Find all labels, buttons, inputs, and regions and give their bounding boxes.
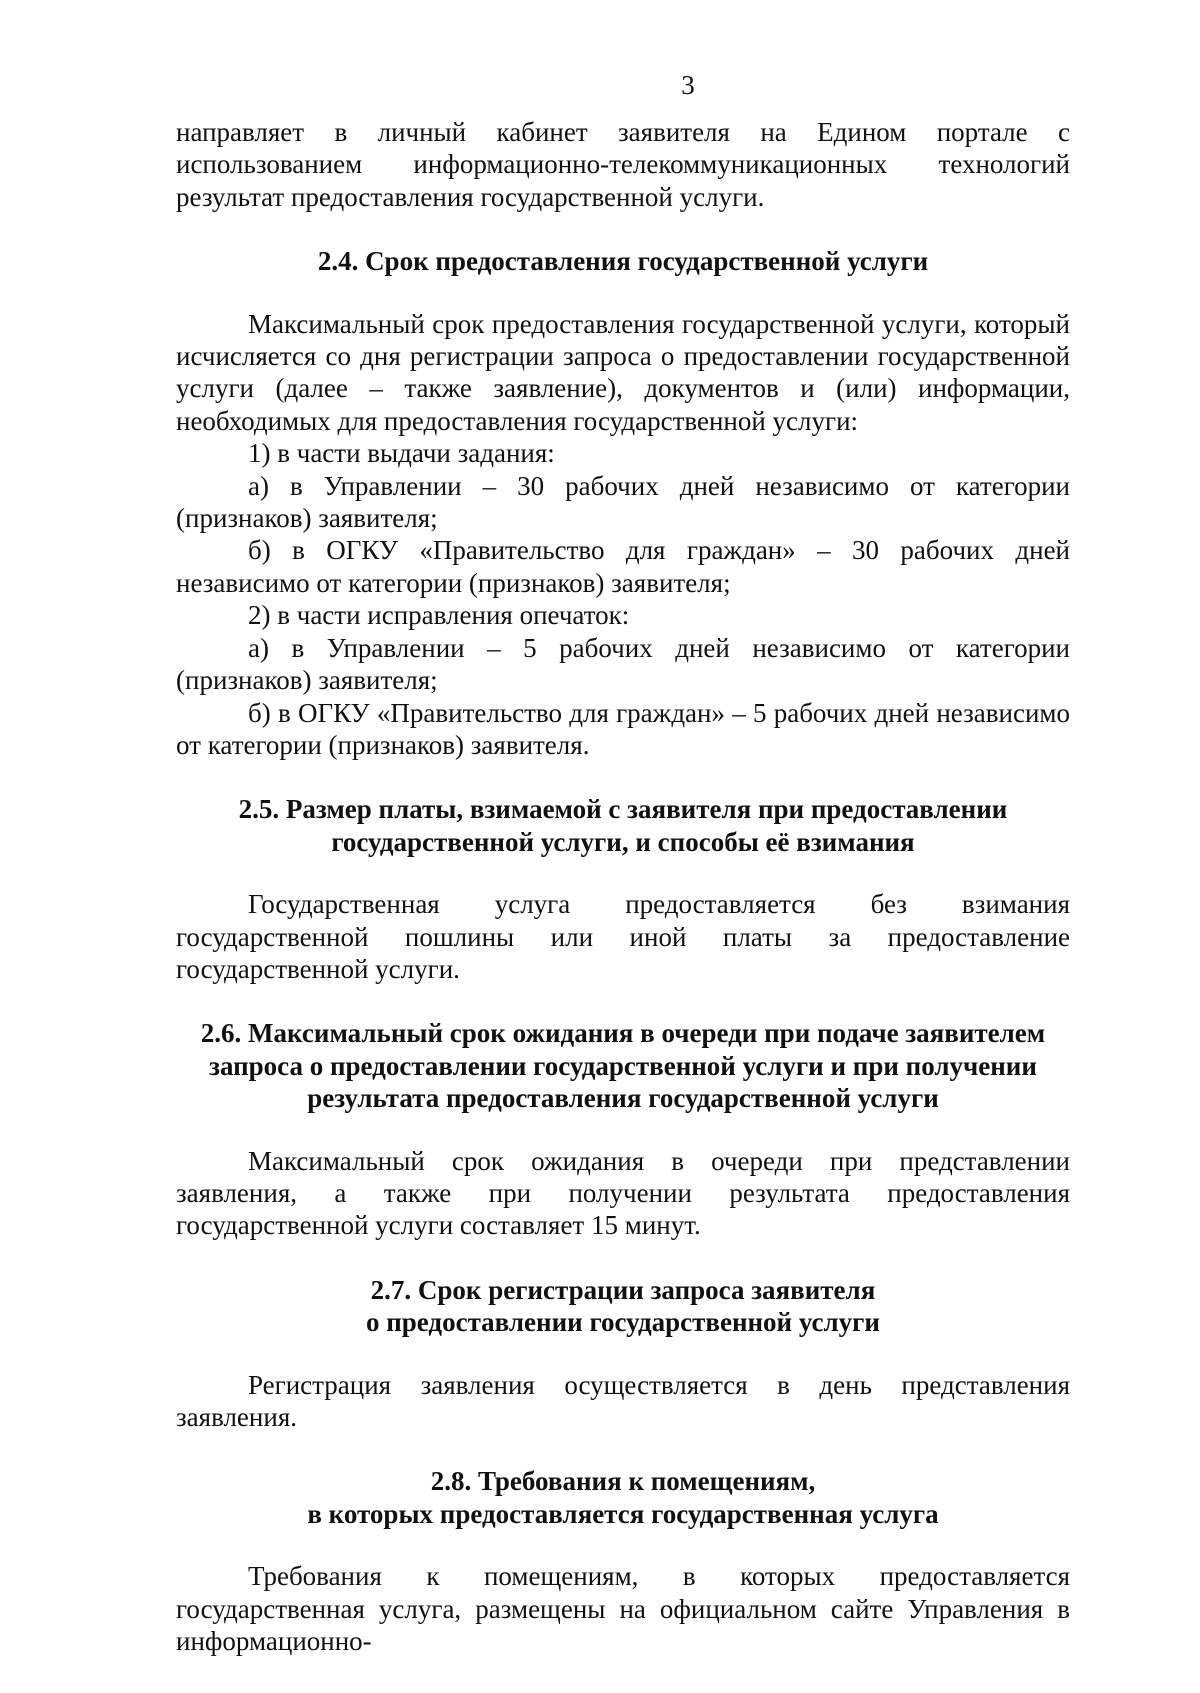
section-heading-2-8 xyxy=(176,1465,1070,1530)
paragraph: Максимальный срок ожидания в очереди при представлении заявления, а также при получении результата предоставления государственной услуги составляет 15 минут. xyxy=(176,1145,1070,1241)
list-item: б) в ОГКУ «Правительство для граждан» – 30 рабочих дней независимо от категории (признаков) заявителя; xyxy=(176,535,1070,598)
paragraph: Максимальный срок предоставления государственной услуги, который исчисляется со дня регистрации запроса о предоставлении государственной услуги (далее – также заявление), документов и (или) информации, необходимых для предоставления государственной услуги: xyxy=(176,308,1070,436)
page-number: 3 xyxy=(681,70,695,100)
paragraph: Требования к помещениям, в которых предоставляется государственная услуга, размещены на официальном сайте Управления в информационно- xyxy=(176,1561,1070,1657)
heading-line: о предоставлении государственной услуги xyxy=(365,1307,880,1338)
paragraph: Государственная услуга предоставляется без взимания государственной пошлины или иной платы за предоставление государственной услуги. xyxy=(176,889,1070,984)
heading-line: в которых предоставляется государственная услуга xyxy=(307,1498,939,1529)
heading-line: запроса о предоставлении государственной услуги и при получении xyxy=(209,1050,1037,1081)
section-heading-2-6 xyxy=(176,1017,1070,1114)
heading-line: 2.5. Размер платы, взимаемой с заявителя при предоставлении xyxy=(238,794,1008,825)
list-item: 1) в части выдачи задания: xyxy=(248,438,555,469)
heading-line: 2.8. Требования к помещениям, xyxy=(430,1466,816,1497)
heading-line: 2.7. Срок регистрации запроса заявителя xyxy=(370,1274,876,1305)
paragraph: Регистрация заявления осуществляется в день представления заявления. xyxy=(176,1369,1070,1432)
intro-paragraph: направляет в личный кабинет заявителя на Едином портале с использованием информационно-телекоммуникационных технологий результат предоставления государственной услуги. xyxy=(176,117,1070,212)
section-heading-2-5 xyxy=(176,793,1070,858)
section-heading-2-7 xyxy=(176,1274,1070,1339)
list-item: а) в Управлении – 5 рабочих дней независимо от категории (признаков) заявителя; xyxy=(176,632,1070,696)
heading-line: 2.4. Срок предоставления государственной услуги xyxy=(317,246,929,277)
list-item: а) в Управлении – 30 рабочих дней независимо от категории (признаков) заявителя; xyxy=(176,470,1070,534)
list-item: б) в ОГКУ «Правительство для граждан» – 5 рабочих дней независимо от категории (признаков) заявителя. xyxy=(176,697,1070,760)
heading-line: результата предоставления государственной услуги xyxy=(307,1083,939,1114)
heading-line: государственной услуги, и способы её взимания xyxy=(331,826,915,857)
section-heading-2-4 xyxy=(176,245,1070,277)
list-item: 2) в части исправления опечаток: xyxy=(248,600,630,631)
heading-line: 2.6. Максимальный срок ожидания в очереди при подаче заявителем xyxy=(200,1018,1046,1049)
